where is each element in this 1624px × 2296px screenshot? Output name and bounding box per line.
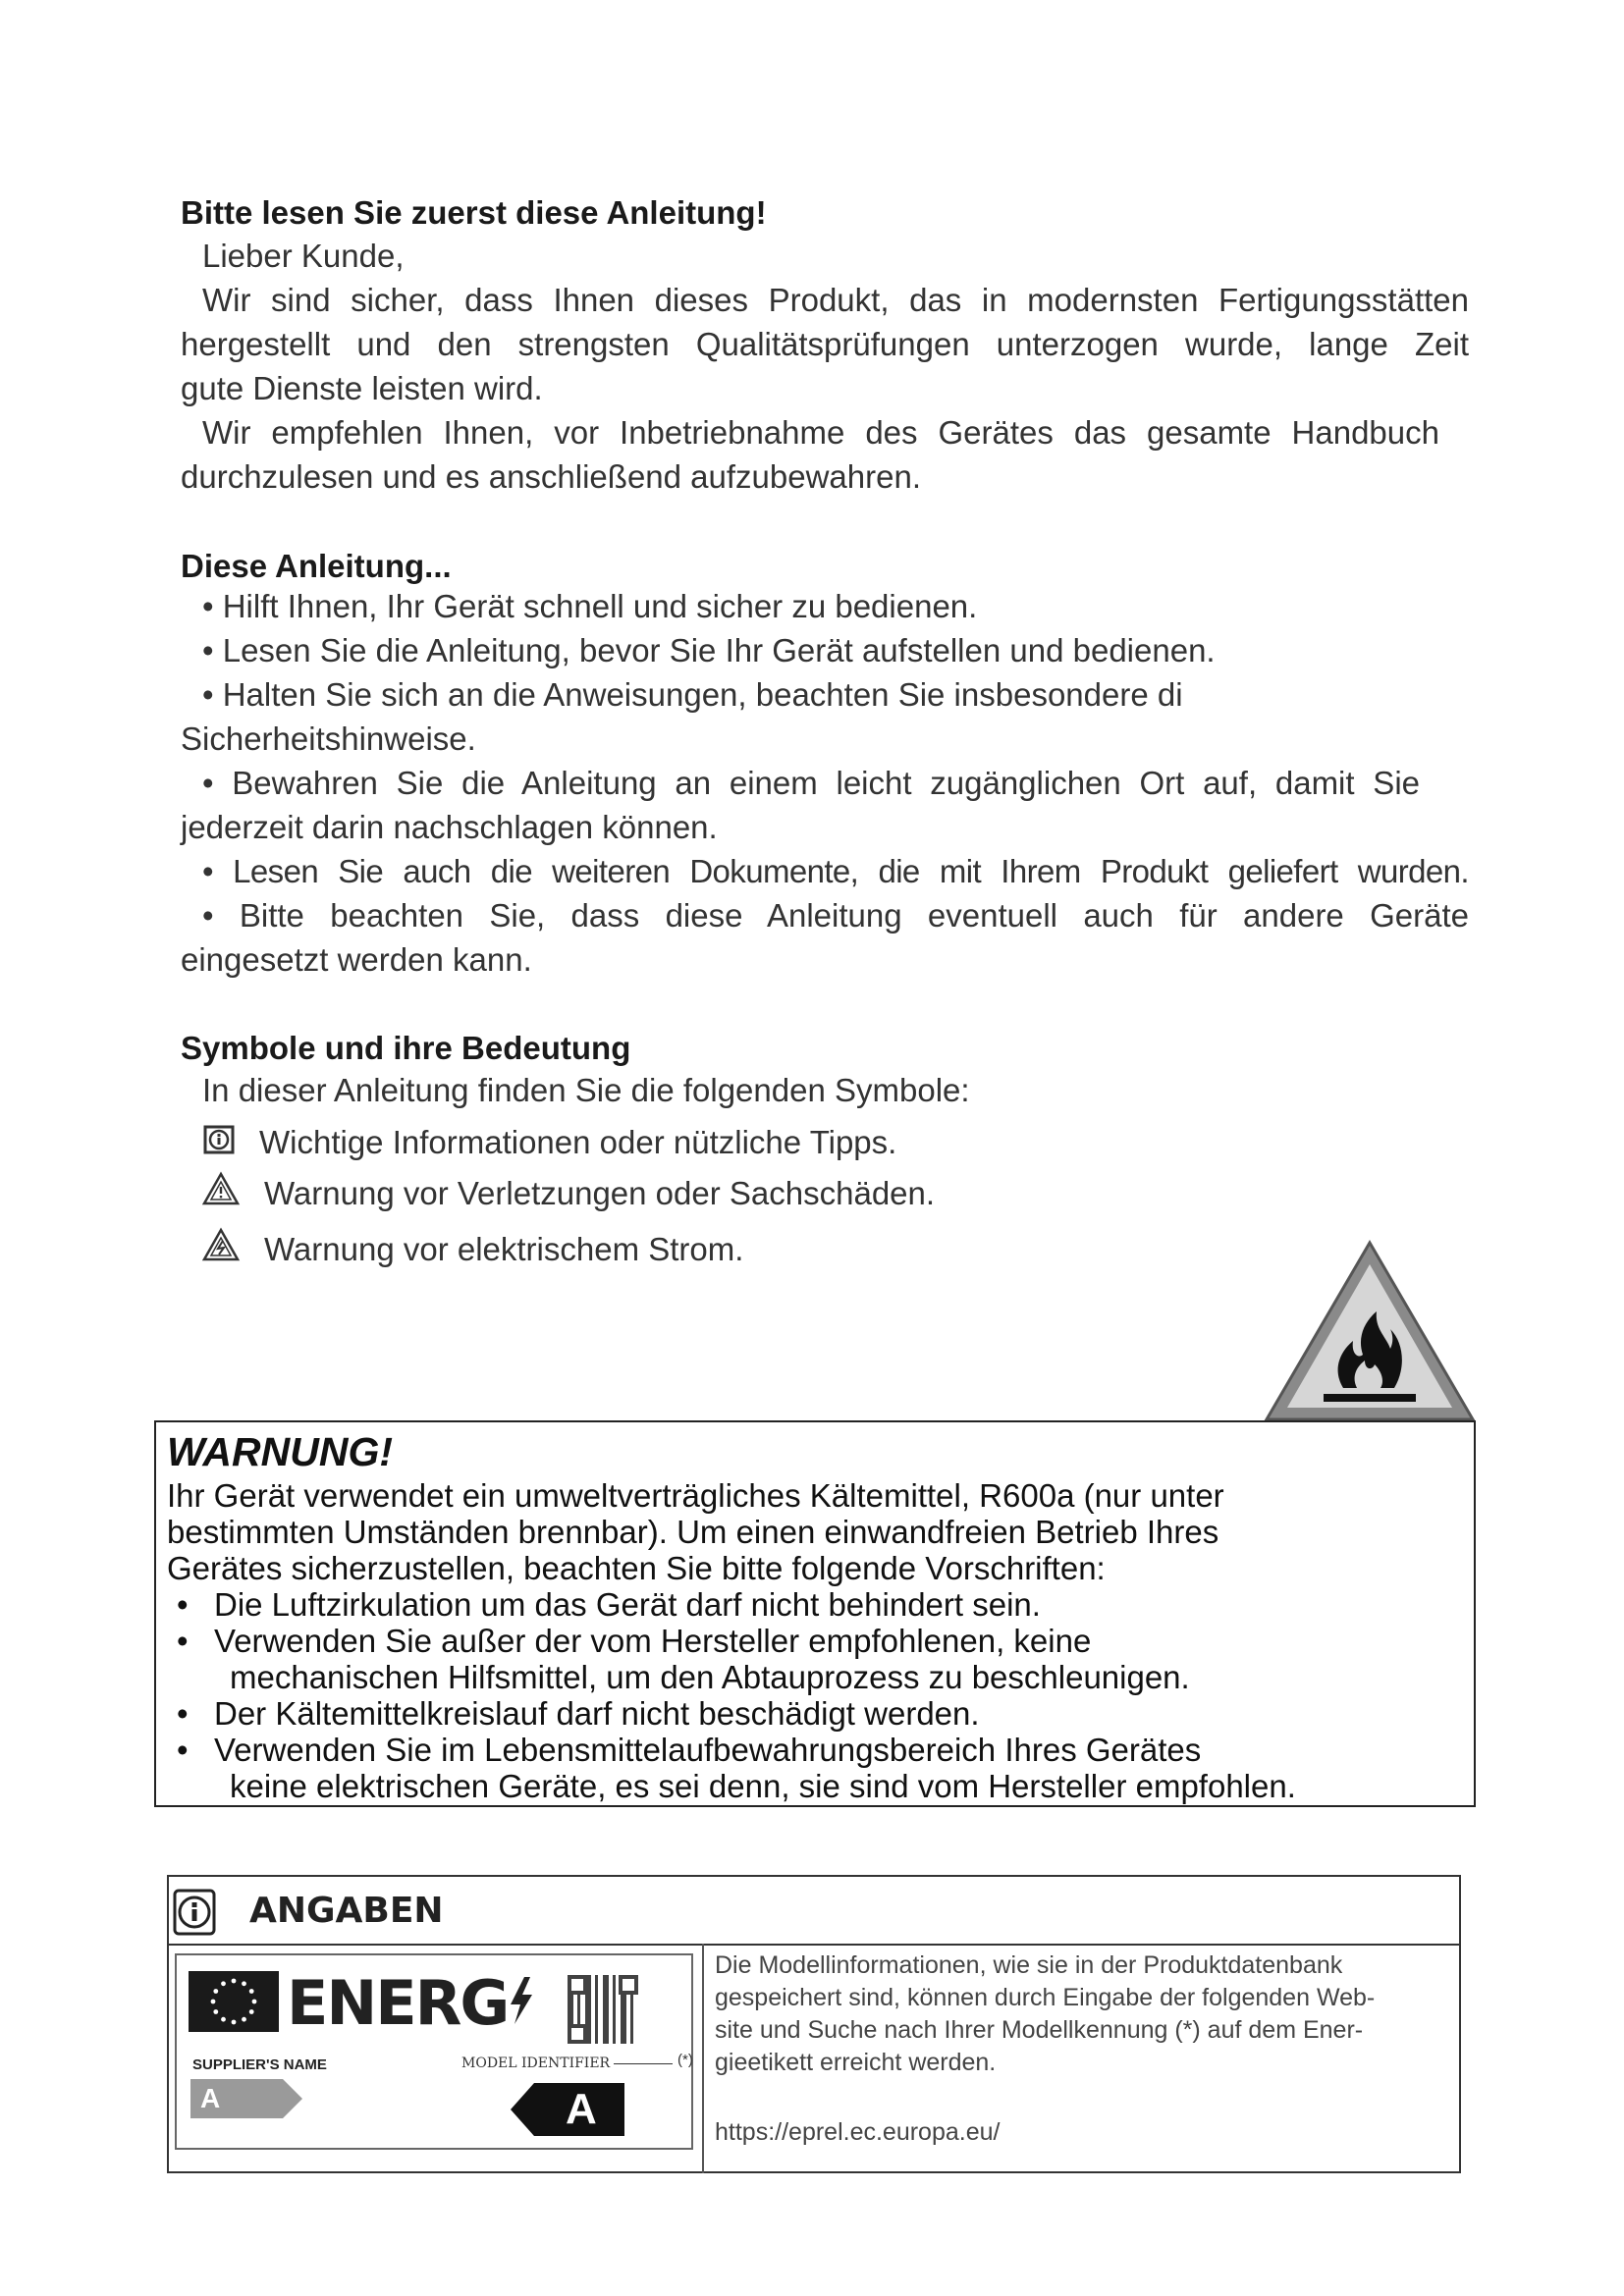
model-identifier-label: MODEL IDENTIFIER bbox=[461, 2056, 611, 2071]
info-box-divider bbox=[167, 1944, 1461, 1946]
qr-finder bbox=[568, 2024, 587, 2044]
energy-class-letter: A bbox=[566, 2085, 597, 2133]
guide-line-3: • Halten Sie sich an die Anweisungen, beachten Sie insbesondere di bbox=[202, 676, 1183, 713]
warning-bullet-4-text: Verwenden Sie im Lebensmittelaufbewahrungsbereich Ihres Gerätes bbox=[214, 1732, 1202, 1768]
info-text-line-3: site und Suche nach Ihrer Modellkennung (*) auf dem Ener- bbox=[715, 2016, 1364, 2044]
info-box-text bbox=[715, 1949, 1375, 2079]
bullet-dot: • bbox=[177, 1732, 189, 1768]
warning-intro-line-2: bestimmten Umständen brennbar). Um einen einwandfreien Betrieb Ihres bbox=[167, 1514, 1219, 1550]
intro-p1-line-2: hergestellt und den strengsten Qualitätsprüfungen unterzogen wurde, lange Zeit bbox=[181, 326, 1469, 362]
guide-heading: Diese Anleitung... bbox=[181, 548, 452, 584]
eu-star bbox=[232, 1979, 237, 1984]
guide-line-6: jederzeit darin nachschlagen können. bbox=[181, 809, 718, 845]
guide-line-1: • Hilft Ihnen, Ihr Gerät schnell und sicher zu bedienen. bbox=[202, 588, 978, 624]
eu-star bbox=[242, 2017, 246, 2022]
guide-line-5: • Bewahren Sie die Anleitung an einem leicht zugänglichen Ort auf, damit Sie bbox=[202, 765, 1420, 801]
info-text-line-4: gieetikett erreicht werden. bbox=[715, 2049, 997, 2076]
eu-star bbox=[252, 2000, 257, 2004]
energy-scale-letter: A bbox=[200, 2083, 221, 2113]
warning-bullet-4-cont: keine elektrischen Geräte, es sei denn, sie sind vom Hersteller empfohlen. bbox=[230, 1768, 1296, 1804]
warning-bullet-2-cont: mechanischen Hilfsmittel, um den Abtauprozess zu beschleunigen. bbox=[230, 1659, 1190, 1695]
symbols-intro: In dieser Anleitung finden Sie die folgenden Symbole: bbox=[202, 1072, 970, 1108]
guide-list bbox=[181, 584, 1469, 982]
intro-salutation: Lieber Kunde, bbox=[202, 238, 405, 274]
warning-intro-line-3: Gerätes sicherzustellen, beachten Sie bitte folgende Vorschriften: bbox=[167, 1550, 1106, 1586]
eu-star bbox=[249, 1989, 254, 1994]
warning-bullet-4 bbox=[177, 1732, 1463, 1768]
warning-bullet-1 bbox=[177, 1586, 1463, 1623]
warning-title: WARNUNG! bbox=[167, 1429, 394, 1474]
guide-line-8: • Bitte beachten Sie, dass diese Anleitung eventuell auch für andere Geräte bbox=[202, 897, 1469, 934]
symbols-heading: Symbole und ihre Bedeutung bbox=[181, 1030, 631, 1066]
symbol-text-1: Wichtige Informationen oder nützliche Tipps. bbox=[259, 1124, 897, 1160]
warning-intro bbox=[167, 1477, 1224, 1586]
info-box-title: ANGABEN bbox=[249, 1891, 444, 1931]
eu-star bbox=[221, 1981, 226, 1986]
guide-line-2: • Lesen Sie die Anleitung, bevor Sie Ihr Gerät aufstellen und bedienen. bbox=[202, 632, 1216, 668]
qr-finder bbox=[619, 1975, 638, 1995]
eu-star bbox=[232, 2020, 237, 2025]
intro-p1-line-3: gute Dienste leisten wird. bbox=[181, 370, 543, 406]
warning-bullet-2-text: Verwenden Sie außer der vom Hersteller empfohlenen, keine bbox=[214, 1623, 1092, 1659]
info-text-line-1: Die Modellinformationen, wie sie in der Produktdatenbank bbox=[715, 1951, 1343, 1979]
intro-p2-line-2: durchzulesen und es anschließend aufzubewahren. bbox=[181, 458, 922, 495]
warning-bullet-1-text: Die Luftzirkulation um das Gerät darf nicht behindert sein. bbox=[214, 1586, 1041, 1623]
eu-star bbox=[213, 1989, 218, 1994]
intro-p1-line-1: Wir sind sicher, dass Ihnen dieses Produkt, das in modernsten Fertigungsstätten bbox=[202, 282, 1469, 318]
intro-heading: Bitte lesen Sie zuerst diese Anleitung! bbox=[181, 194, 767, 231]
warning-bullet-2 bbox=[177, 1623, 1463, 1659]
eu-star bbox=[211, 2000, 216, 2004]
warning-intro-line-1: Ihr Gerät verwendet ein umweltverträgliches Kältemittel, R600a (nur unter bbox=[167, 1477, 1224, 1514]
warning-bullet-3 bbox=[177, 1695, 1463, 1732]
intro-paragraph-1 bbox=[181, 278, 1469, 410]
info-box-column-divider bbox=[702, 1944, 704, 2173]
lightning-icon bbox=[509, 1977, 534, 2024]
info-icon bbox=[203, 1125, 235, 1154]
intro-p2-line-1: Wir empfehlen Ihnen, vor Inbetriebnahme des Gerätes das gesamte Handbuch bbox=[202, 414, 1439, 451]
flammable-warning-icon bbox=[1263, 1239, 1477, 1423]
guide-line-9: eingesetzt werden kann. bbox=[181, 941, 532, 978]
info-circle-icon bbox=[173, 1889, 216, 1936]
eu-flag-icon bbox=[189, 1971, 279, 2032]
bullet-dot: • bbox=[177, 1623, 189, 1659]
info-text-line-2: gespeichert sind, können durch Eingabe der folgenden Web- bbox=[715, 1984, 1376, 2011]
eu-star bbox=[242, 1981, 246, 1986]
asterisk-marker: (*) bbox=[677, 2052, 693, 2068]
qr-code bbox=[568, 1975, 638, 2044]
warning-triangle-icon bbox=[201, 1171, 241, 1206]
intro-paragraph-2 bbox=[181, 410, 1439, 499]
warning-bullet-3-text: Der Kältemittelkreislauf darf nicht beschädigt werden. bbox=[214, 1695, 980, 1732]
pointer-arrow bbox=[614, 2063, 673, 2064]
eu-star bbox=[221, 2017, 226, 2022]
symbol-text-3: Warnung vor elektrischem Strom. bbox=[264, 1231, 744, 1267]
eu-star bbox=[249, 2009, 254, 2014]
bullet-dot: • bbox=[177, 1695, 189, 1732]
bullet-dot: • bbox=[177, 1586, 189, 1623]
energy-label bbox=[175, 1953, 693, 2150]
guide-line-7: • Lesen Sie auch die weiteren Dokumente, die mit Ihrem Produkt geliefert wurden. bbox=[202, 853, 1469, 889]
supplier-name-label: SUPPLIER'S NAME bbox=[192, 2056, 327, 2073]
warning-bullets bbox=[177, 1586, 1463, 1804]
guide-line-4: Sicherheitshinweise. bbox=[181, 721, 476, 757]
eprel-link[interactable]: https://eprel.ec.europa.eu/ bbox=[715, 2118, 1001, 2146]
eu-star bbox=[213, 2009, 218, 2014]
qr-finder bbox=[568, 1975, 587, 1995]
electric-warning-icon bbox=[201, 1227, 241, 1262]
symbol-text-2: Warnung vor Verletzungen oder Sachschäden. bbox=[264, 1175, 936, 1211]
energy-word: ENERG bbox=[287, 1967, 509, 2039]
